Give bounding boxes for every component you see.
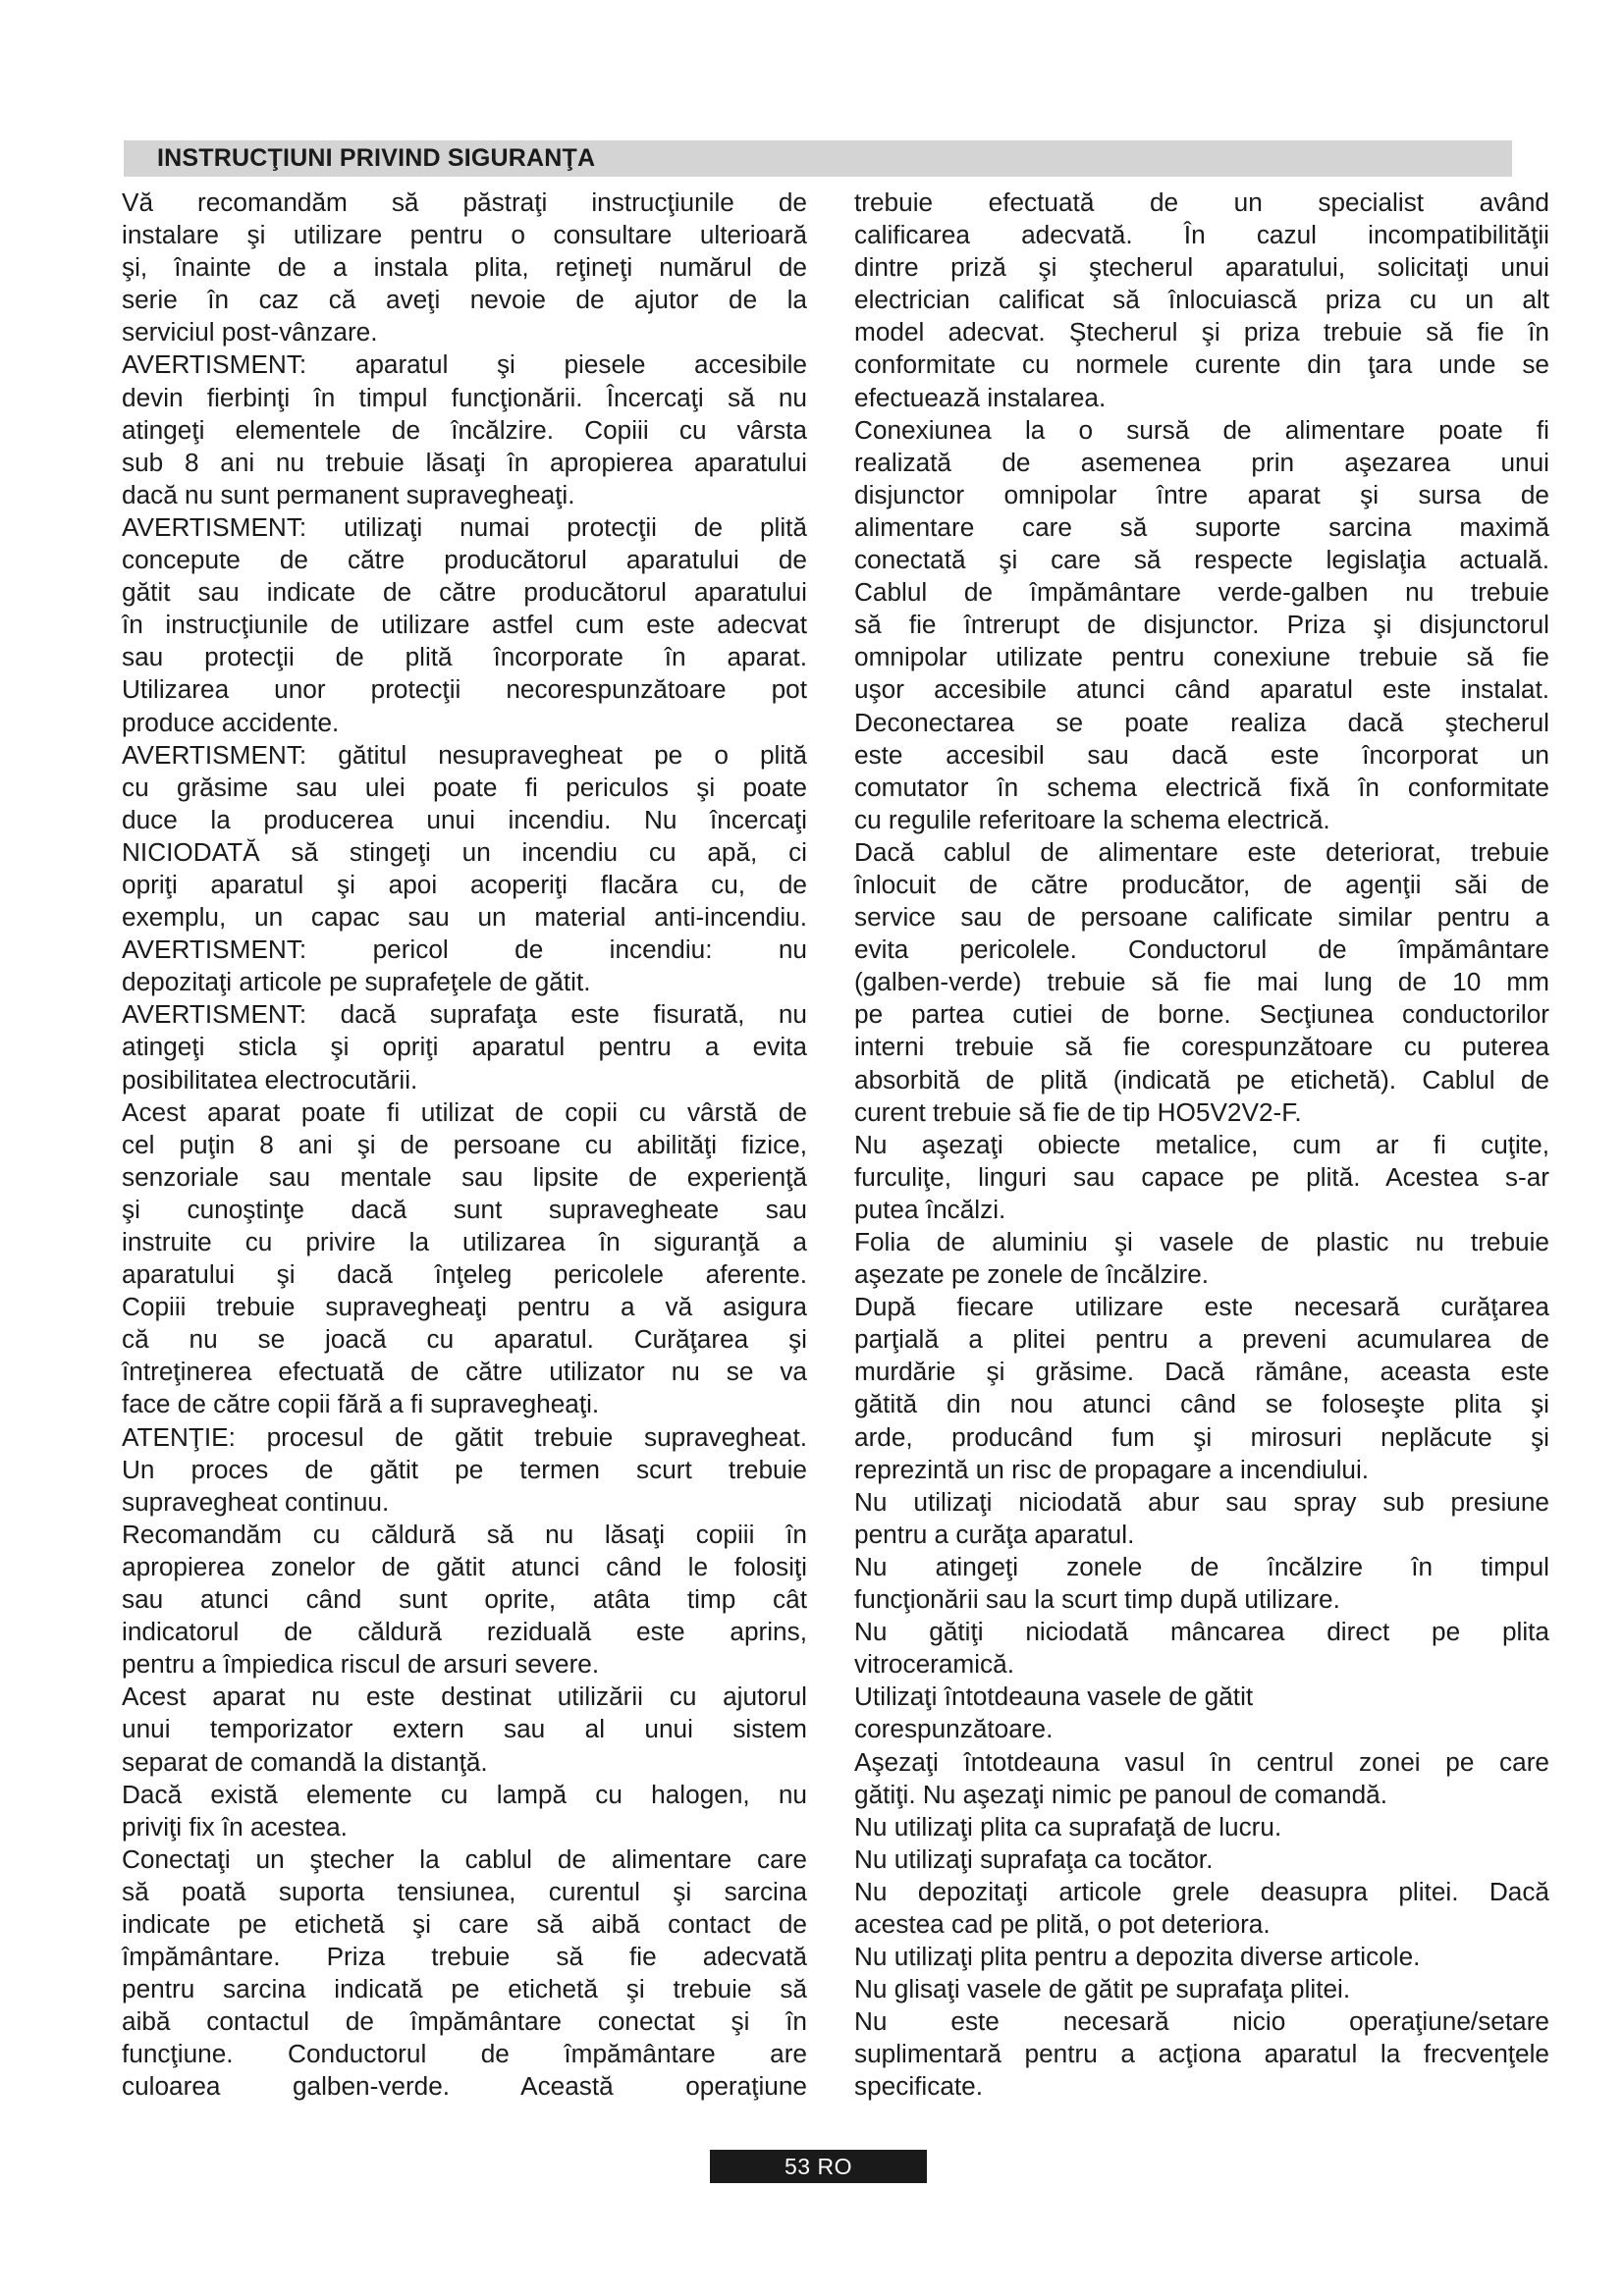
text-line: produce accidente. (122, 707, 340, 737)
text-line: Nu utilizaţi plita ca suprafaţă de lucru. (854, 1811, 1282, 1842)
text-line: Acest aparat nu este destinat utilizării cu ajutorul (122, 1682, 807, 1712)
text-line: împământare. Priza trebuie să fie adecvată (122, 1942, 807, 1972)
text-line: AVERTISMENT: aparatul şi piesele accesibile (122, 349, 807, 380)
text-line: Folia de aluminiu şi vasele de plastic nu trebuie (854, 1227, 1549, 1256)
text-line: gătită din nou atunci când se foloseşte plita şi (854, 1389, 1549, 1419)
text-line: supravegheat continuu. (122, 1486, 390, 1517)
text-line: Aşezaţi întotdeauna vasul în centrul zonei pe care (854, 1746, 1549, 1777)
text-line: AVERTISMENT: dacă suprafaţa este fisurată, nu (122, 999, 807, 1030)
text-line: evita pericolele. Conductorul de împământare (854, 934, 1549, 965)
text-line: Conexiunea la o sursă de alimentare poate fi (854, 414, 1549, 445)
text-line: conectată şi care să respecte legislaţia actuală. (854, 545, 1549, 575)
text-line: ATENŢIE: procesul de gătit trebuie supravegheat. (122, 1421, 807, 1452)
text-line: cu regulile referitoare la schema electrică. (854, 804, 1330, 834)
text-line: pentru a împiedica riscul de arsuri severe. (122, 1649, 600, 1680)
text-line: murdărie şi grăsime. Dacă rămâne, aceasta este (854, 1357, 1549, 1387)
text-line: atingeţi elementele de încălzire. Copiii cu vârsta (122, 414, 807, 445)
text-line: în instrucţiunile de utilizare astfel cum este adecvat (122, 610, 807, 640)
text-line: AVERTISMENT: pericol de incendiu: nu (122, 934, 807, 965)
text-line: specificate. (854, 2071, 984, 2102)
text-line: priviţi fix în acestea. (122, 1811, 348, 1842)
text-line: service sau de persoane calificate similar pentru a (854, 902, 1549, 933)
text-line: aibă contactul de împământare conectat şi în (122, 2006, 807, 2037)
text-line: Nu aşezaţi obiecte metalice, cum ar fi cuţite, (854, 1129, 1549, 1159)
text-line: instruite cu privire la utilizarea în siguranţă a (122, 1227, 807, 1256)
page-number-box (710, 2150, 927, 2183)
text-line: că nu se joacă cu aparatul. Curăţarea şi (122, 1324, 807, 1355)
text-line: indicate pe etichetă şi care să aibă contact de (122, 1908, 807, 1939)
text-line: funcţionării sau la scurt timp după utilizare. (854, 1584, 1340, 1615)
text-line: sub 8 ani nu trebuie lăsaţi în apropierea aparatului (122, 447, 807, 477)
text-line: Dacă cablul de alimentare este deteriorat, trebuie (854, 836, 1549, 867)
section-header-bar (124, 140, 1512, 177)
text-line: este accesibil sau dacă este încorporat un (854, 739, 1549, 770)
text-line: separat de comandă la distanţă. (122, 1746, 488, 1777)
text-line: interni trebuie să fie corespunzătoare cu puterea (854, 1032, 1549, 1062)
text-line: (galben-verde) trebuie să fie mai lung de 10 mm (854, 967, 1549, 997)
text-line: Nu utilizaţi plita pentru a depozita diverse articole. (854, 1942, 1421, 1972)
text-line: instalare şi utilizare pentru o consultare ulterioară (122, 220, 807, 250)
text-line: dintre priză şi ştecherul aparatului, solicitaţi unui (854, 252, 1549, 283)
text-line: alimentare care să suporte sarcina maximă (854, 511, 1549, 542)
text-line: reprezintă un risc de propagare a incendiului. (854, 1454, 1370, 1484)
text-line: sau protecţii de plită încorporate în aparat. (122, 642, 807, 672)
text-line: serie în caz că aveţi nevoie de ajutor de la (122, 285, 807, 315)
text-line: face de către copii fără a fi supravegheaţi. (122, 1389, 600, 1419)
text-line: model adecvat. Ştecherul şi priza trebuie să fie în (854, 317, 1549, 347)
text-line: Nu utilizaţi suprafaţa ca tocător. (854, 1843, 1214, 1874)
text-line: conformitate cu normele curente din ţara unde se (854, 349, 1549, 380)
text-line: NICIODATĂ să stingeţi un incendiu cu apă, ci (122, 836, 807, 867)
left-text-column (122, 187, 807, 2104)
text-line: concepute de către producătorul aparatului de (122, 545, 807, 575)
text-line: Copiii trebuie supravegheaţi pentru a vă asigura (122, 1292, 807, 1322)
text-line: comutator în schema electrică fixă în conformitate (854, 772, 1549, 802)
text-line: putea încălzi. (854, 1194, 1006, 1224)
text-line: devin fierbinţi în timpul funcţionării. Încercaţi să nu (122, 382, 807, 412)
text-line: Conectaţi un ştecher la cablul de alimentare care (122, 1843, 807, 1874)
text-line: Nu este necesară nicio operaţiune/setare (854, 2006, 1549, 2037)
text-line: aparatului şi dacă înţeleg pericolele aferente. (122, 1259, 807, 1290)
text-line: corespunzătoare. (854, 1714, 1054, 1744)
text-line: AVERTISMENT: gătitul nesupravegheat pe o plită (122, 739, 807, 770)
text-line: omnipolar utilizate pentru conexiune trebuie să fie (854, 642, 1549, 672)
text-line: şi, înainte de a instala plita, reţineţi numărul de (122, 252, 807, 283)
text-line: parţială a plitei pentru a preveni acumularea de (854, 1324, 1549, 1355)
text-line: să fie întrerupt de disjunctor. Priza şi disjunctorul (854, 610, 1549, 640)
text-line: Cablul de împământare verde-galben nu trebuie (854, 577, 1549, 608)
text-line: pentru a curăţa aparatul. (854, 1519, 1135, 1549)
text-line: gătit sau indicate de către producătorul aparatului (122, 577, 807, 608)
text-line: înlocuit de către producător, de agenţii săi de (854, 869, 1549, 899)
text-line: culoarea galben-verde. Această operaţiune (122, 2071, 807, 2102)
text-line: calificarea adecvată. În cazul incompatibilităţii (854, 220, 1549, 250)
text-line: unui temporizator extern sau al unui sistem (122, 1714, 807, 1744)
section-title: INSTRUCŢIUNI PRIVIND SIGURANŢA (157, 144, 596, 172)
text-line: întreţinerea efectuată de către utilizator nu se va (122, 1357, 807, 1387)
text-line: Nu gătiţi niciodată mâncarea direct pe plita (854, 1617, 1549, 1647)
text-line: cel puţin 8 ani şi de persoane cu abilităţi fizice, (122, 1129, 807, 1159)
text-line: şi cunoştinţe dacă sunt supravegheate sau (122, 1194, 807, 1224)
text-line: apropierea zonelor de gătit atunci când le folosiţi (122, 1551, 807, 1581)
text-line: furculiţe, linguri sau capace pe plită. Acestea s-ar (854, 1161, 1549, 1192)
text-line: realizată de asemenea prin aşezarea unui (854, 447, 1549, 477)
text-line: Un proces de gătit pe termen scurt trebuie (122, 1454, 807, 1484)
text-line: pentru sarcina indicată pe etichetă şi trebuie să (122, 1974, 807, 2004)
text-line: Nu utilizaţi niciodată abur sau spray sub presiune (854, 1486, 1549, 1517)
text-line: Nu atingeţi zonele de încălzire în timpul (854, 1551, 1549, 1581)
text-line: arde, producând fum şi mirosuri neplăcute şi (854, 1421, 1549, 1452)
right-text-column (854, 187, 1549, 2104)
text-line: vitroceramică. (854, 1649, 1014, 1680)
text-line: suplimentară pentru a acţiona aparatul la frecvenţele (854, 2039, 1549, 2069)
text-line: opriţi aparatul şi apoi acoperiţi flacăra cu, de (122, 869, 807, 899)
text-line: trebuie efectuată de un specialist având (854, 187, 1549, 217)
text-line: senzoriale sau mentale sau lipsite de experienţă (122, 1161, 807, 1192)
text-line: cu grăsime sau ulei poate fi periculos şi poate (122, 772, 807, 802)
text-line: uşor accesibile atunci când aparatul este instalat. (854, 674, 1549, 705)
text-line: AVERTISMENT: utilizaţi numai protecţii de plită (122, 511, 807, 542)
text-line: electrician calificat să înlocuiască priza cu un alt (854, 285, 1549, 315)
text-line: pe partea cutiei de borne. Secţiunea conductorilor (854, 999, 1549, 1030)
text-line: dacă nu sunt permanent supravegheaţi. (122, 479, 575, 509)
text-line: funcţiune. Conductorul de împământare are (122, 2039, 807, 2069)
text-line: curent trebuie să fie de tip HO5V2V2-F. (854, 1096, 1302, 1127)
text-line: Dacă există elemente cu lampă cu halogen, nu (122, 1779, 807, 1809)
text-line: Vă recomandăm să păstraţi instrucţiunile de (122, 187, 807, 217)
text-line: Deconectarea se poate realiza dacă ştecherul (854, 707, 1549, 737)
text-line: aşezate pe zonele de încălzire. (854, 1259, 1210, 1290)
text-line: Nu depozitaţi articole grele deasupra plitei. Dacă (854, 1876, 1549, 1906)
text-line: exemplu, un capac sau un material anti-incendiu. (122, 902, 807, 933)
text-line: După fiecare utilizare este necesară curăţarea (854, 1292, 1549, 1322)
text-line: gătiţi. Nu aşezaţi nimic pe panoul de comandă. (854, 1779, 1387, 1809)
text-line: duce la producerea unui incendiu. Nu încercaţi (122, 804, 807, 834)
text-line: atingeţi sticla şi opriţi aparatul pentru a evita (122, 1032, 807, 1062)
text-line: posibilitatea electrocutării. (122, 1064, 418, 1095)
text-line: efectuează instalarea. (854, 382, 1107, 412)
text-line: Utilizaţi întotdeauna vasele de gătit (854, 1682, 1254, 1712)
text-line: să poată suporta tensiunea, curentul şi sarcina (122, 1876, 807, 1906)
text-line: Utilizarea unor protecţii necorespunzătoare pot (122, 674, 807, 705)
text-line: disjunctor omnipolar între aparat şi sursa de (854, 479, 1549, 509)
text-line: Acest aparat poate fi utilizat de copii cu vârstă de (122, 1096, 807, 1127)
text-line: depozitaţi articole pe suprafeţele de gătit. (122, 967, 591, 997)
page-number: 53 RO (785, 2154, 852, 2179)
text-line: acestea cad pe plită, o pot deteriora. (854, 1908, 1271, 1939)
text-line: Recomandăm cu căldură să nu lăsaţi copiii în (122, 1519, 807, 1549)
text-line: Nu glisaţi vasele de gătit pe suprafaţa plitei. (854, 1974, 1351, 2004)
text-line: serviciul post-vânzare. (122, 317, 378, 347)
text-line: absorbită de plită (indicată pe etichetă). Cablul de (854, 1064, 1549, 1095)
text-line: sau atunci când sunt oprite, atâta timp cât (122, 1584, 807, 1615)
text-line: indicatorul de căldură reziduală este aprins, (122, 1617, 807, 1647)
